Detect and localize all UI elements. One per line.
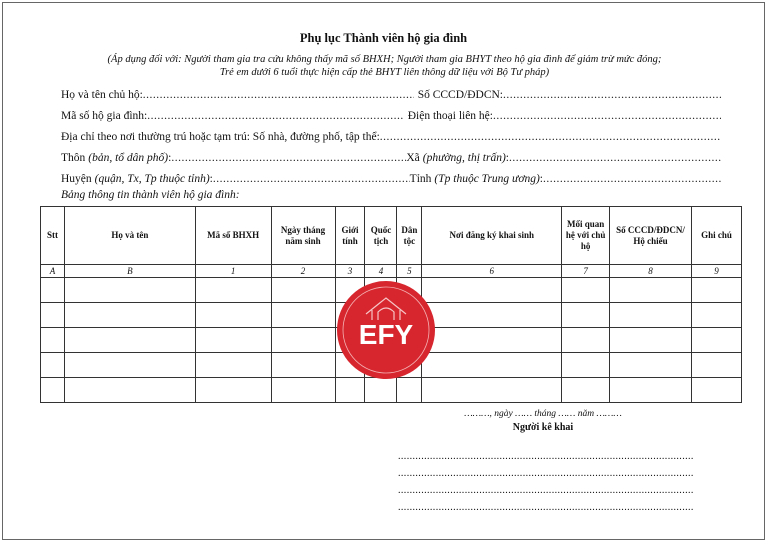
header-ghi-chu: Ghi chú xyxy=(691,207,741,265)
index-cell: A xyxy=(41,265,65,278)
table-cell[interactable] xyxy=(562,328,610,353)
input-so-cccd[interactable] xyxy=(503,89,721,101)
table-cell[interactable] xyxy=(562,303,610,328)
signature-line-2[interactable] xyxy=(398,468,694,480)
signature-date-line: ………, ngày …… tháng …… năm ……… xyxy=(464,409,622,419)
table-cell[interactable] xyxy=(562,378,610,403)
table-cell[interactable] xyxy=(41,378,65,403)
subtitle-line-2: Trẻ em dưới 6 tuổi thực hiện cấp thẻ BHYT liên thông dữ liệu với Bộ Tư pháp) xyxy=(219,67,550,78)
index-cell: B xyxy=(64,265,195,278)
table-cell[interactable] xyxy=(422,278,562,303)
table-cell[interactable] xyxy=(41,353,65,378)
table-cell[interactable] xyxy=(195,328,271,353)
signature-line-3[interactable] xyxy=(398,485,694,497)
table-cell[interactable] xyxy=(610,303,692,328)
label-huyen: Huyện xyxy=(61,173,92,185)
header-quoc-tich: Quốc tịch xyxy=(365,207,397,265)
header-ma-so-bhxh: Mã số BHXH xyxy=(195,207,271,265)
index-cell: 8 xyxy=(610,265,692,278)
table-cell[interactable] xyxy=(691,378,741,403)
table-cell[interactable] xyxy=(41,328,65,353)
table-cell[interactable] xyxy=(562,353,610,378)
table-cell[interactable] xyxy=(610,378,692,403)
table-cell[interactable] xyxy=(41,278,65,303)
table-caption: Bảng thông tin thành viên hộ gia đình: xyxy=(61,189,240,201)
input-dien-thoai[interactable] xyxy=(493,110,721,122)
note-tinh: (Tp thuộc Trung ương) xyxy=(434,173,540,185)
table-cell[interactable] xyxy=(195,378,271,403)
index-cell: 3 xyxy=(335,265,365,278)
stamp-text: EFY xyxy=(358,319,414,350)
label-dien-thoai: Điện thoại liên hệ: xyxy=(407,110,493,122)
table-cell[interactable] xyxy=(195,303,271,328)
table-cell[interactable] xyxy=(691,353,741,378)
label-xa: Xã xyxy=(406,152,420,164)
table-cell[interactable] xyxy=(271,353,335,378)
table-cell[interactable] xyxy=(64,353,195,378)
header-gioi-tinh: Giới tính xyxy=(335,207,365,265)
table-cell[interactable] xyxy=(41,303,65,328)
table-cell[interactable] xyxy=(610,278,692,303)
header-ho-ten: Họ và tên xyxy=(64,207,195,265)
label-dia-chi: Địa chỉ theo nơi thường trú hoặc tạm trú: Số nhà, đường phố, tập thể: xyxy=(61,131,380,143)
index-cell: 1 xyxy=(195,265,271,278)
header-so-cccd: Số CCCD/ĐDCN/ Hộ chiếu xyxy=(610,207,692,265)
input-ma-so-ho[interactable] xyxy=(147,110,403,122)
table-cell[interactable] xyxy=(691,328,741,353)
field-line-chu-ho xyxy=(61,89,721,101)
index-cell: 2 xyxy=(271,265,335,278)
header-dan-toc: Dân tộc xyxy=(397,207,422,265)
input-xa[interactable] xyxy=(509,152,721,164)
label-ma-so-ho: Mã số hộ gia đình: xyxy=(61,110,148,122)
input-huyen[interactable] xyxy=(213,173,410,185)
table-header-row xyxy=(41,207,742,265)
table-cell[interactable] xyxy=(64,303,195,328)
label-so-cccd: Số CCCD/ĐDCN: xyxy=(417,89,503,101)
table-cell[interactable] xyxy=(422,303,562,328)
table-cell[interactable] xyxy=(64,328,195,353)
header-moi-quan-he: Mối quan hệ với chủ hộ xyxy=(562,207,610,265)
table-cell[interactable] xyxy=(271,303,335,328)
input-dia-chi[interactable] xyxy=(380,131,721,143)
label-thon: Thôn xyxy=(61,152,86,164)
subtitle-line-1: (Áp dụng đối với: Người tham gia tra cứu không thấy mã số BHXH; Người tham gia BHYT theo hộ gia đình để giảm trừ mức đóng; xyxy=(107,54,662,65)
table-cell[interactable] xyxy=(691,303,741,328)
table-cell[interactable] xyxy=(64,278,195,303)
index-cell: 4 xyxy=(365,265,397,278)
field-line-dia-chi xyxy=(61,131,721,143)
index-cell: 9 xyxy=(691,265,741,278)
signature-role: Người kê khai xyxy=(512,422,574,433)
table-cell[interactable] xyxy=(64,378,195,403)
table-cell[interactable] xyxy=(195,353,271,378)
table-cell[interactable] xyxy=(271,328,335,353)
field-line-ma-so-ho xyxy=(61,110,721,122)
header-stt: Stt xyxy=(41,207,65,265)
table-cell[interactable] xyxy=(422,328,562,353)
table-cell[interactable] xyxy=(335,378,365,403)
form-title: Phụ lục Thành viên hộ gia đình xyxy=(299,31,468,45)
table-cell[interactable] xyxy=(562,278,610,303)
form-page xyxy=(2,2,765,540)
header-noi-khai-sinh: Nơi đăng ký khai sinh xyxy=(422,207,562,265)
efy-stamp-logo xyxy=(336,280,436,380)
input-ho-ten-chu-ho[interactable] xyxy=(143,89,414,101)
table-cell[interactable] xyxy=(195,278,271,303)
note-xa: (phường, thị trấn) xyxy=(422,152,506,164)
table-cell[interactable] xyxy=(422,353,562,378)
table-cell[interactable] xyxy=(397,378,422,403)
signature-line-4[interactable] xyxy=(398,502,694,514)
table-cell[interactable] xyxy=(610,328,692,353)
index-cell: 7 xyxy=(562,265,610,278)
table-cell[interactable] xyxy=(271,278,335,303)
input-thon[interactable] xyxy=(171,152,406,164)
field-line-huyen-tinh: Huyện (quận, Tx, Tp thuộc tỉnh) : ..... Tỉnh (Tp thuộc Trung ương) : ..... xyxy=(61,173,721,185)
signature-line-1[interactable] xyxy=(398,451,694,463)
index-cell: 6 xyxy=(422,265,562,278)
header-ngay-sinh: Ngày tháng năm sinh xyxy=(271,207,335,265)
table-cell[interactable] xyxy=(610,353,692,378)
table-row xyxy=(41,378,742,403)
label-tinh: Tỉnh xyxy=(409,173,432,185)
field-line-thon-xa: Thôn (bản, tổ dân phố) : ..... Xã (phường, thị trấn) : ..... xyxy=(61,152,721,164)
input-tinh[interactable] xyxy=(543,173,721,185)
note-huyen: (quận, Tx, Tp thuộc tỉnh) xyxy=(94,173,210,185)
table-cell[interactable] xyxy=(691,278,741,303)
table-cell[interactable] xyxy=(365,378,397,403)
index-cell: 5 xyxy=(397,265,422,278)
table-cell[interactable] xyxy=(422,378,562,403)
table-index-row xyxy=(41,265,742,278)
note-thon: (bản, tổ dân phố) xyxy=(88,152,169,164)
label-ho-ten-chu-ho: Họ và tên chủ hộ: xyxy=(61,89,143,101)
table-cell[interactable] xyxy=(271,378,335,403)
form-subtitle xyxy=(33,53,736,79)
